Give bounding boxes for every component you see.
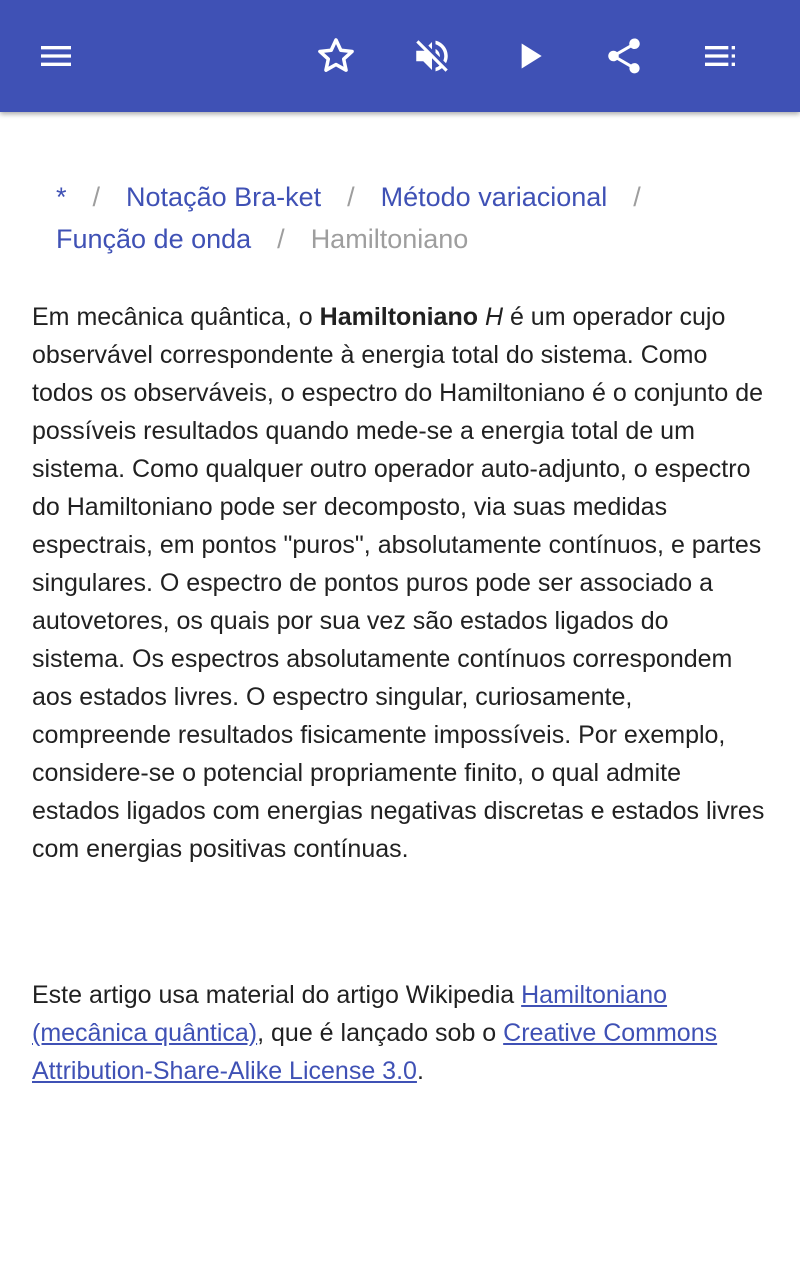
breadcrumb-link-home[interactable]: * [56,182,67,212]
attribution-prefix: Este artigo usa material do artigo Wikipedia [32,981,522,1009]
article-paragraph [32,298,768,868]
breadcrumb-link-bra-ket[interactable]: Notação Bra-ket [126,182,322,212]
play-button[interactable] [502,28,558,84]
intro-text: Em mecânica quântica, o [32,303,320,331]
breadcrumb-link-funcao-de-onda[interactable]: Função de onda [56,224,252,254]
contents-button[interactable] [692,28,748,84]
menu-button[interactable] [28,28,84,84]
attribution-suffix: . [416,1057,424,1085]
breadcrumb-link-metodo-variacional[interactable]: Método variacional [380,182,608,212]
share-icon [603,35,645,77]
breadcrumb-separator: / [633,182,641,212]
share-button[interactable] [596,28,652,84]
star-outline-icon [315,35,357,77]
volume-off-icon [411,35,453,77]
breadcrumb [56,176,756,260]
play-icon [510,36,550,76]
hamburger-menu-icon [36,36,76,76]
term-hamiltoniano: Hamiltoniano [319,303,478,331]
body-text: é um operador cujo observável correspondente à energia total do sistema. Como todos os observáveis, o espectro do Hamiltoniano é o conjunto de possíveis resultados quando mede-se a energia total de um sistema. Como qualquer outro operador auto-adjunto, o espectro do Hamiltoniano pode ser decomposto, via suas medidas espectrais, em pontos "puros", absolutamente contínuos, e partes singulares. O espectro de pontos puros pode ser associado a autovetores, os quais por sua vez são estados ligados do sistema. Os espectros absolutamente contínuos correspondem aos estados livres. O espectro singular, curiosamente, compreende resultados fisicamente impossíveis. Por exemplo, considere-se o potencial propriamente finito, o qual admite estados ligados com energias negativas discretas e estados livres com energias positivas contínuas. [32,303,765,863]
breadcrumb-separator: / [347,182,355,212]
breadcrumb-separator: / [92,182,101,212]
symbol-h: H [484,303,504,331]
table-of-contents-icon [700,36,740,76]
source-article-link[interactable]: Hamiltoniano (mecânica quântica) [32,981,668,1047]
breadcrumb-current: Hamiltoniano [310,224,469,254]
article-body [32,298,768,868]
favorite-button[interactable] [308,28,364,84]
attribution-note [32,976,768,1090]
mute-button[interactable] [404,28,460,84]
app-toolbar [0,0,800,112]
license-link[interactable]: Creative Commons Attribution-Share-Alike License 3.0 [32,1019,718,1085]
breadcrumb-separator: / [277,224,285,254]
attribution-middle: , que é lançado sob o [257,1019,504,1047]
